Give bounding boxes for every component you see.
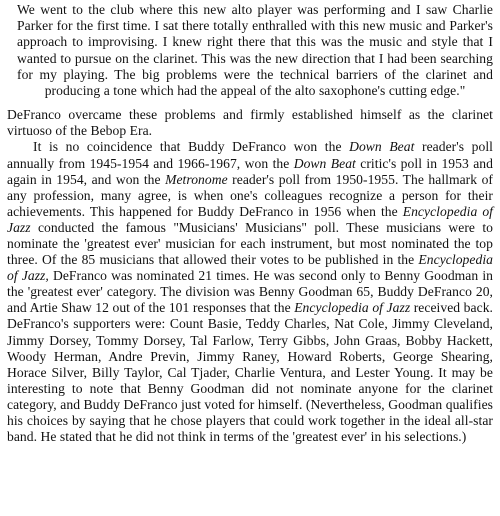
paragraph-overcame: DeFranco overcame these problems and firmly established himself as the clarinet virtuoso of the Bebop Era.	[7, 107, 493, 139]
text-run: DeFranco was nominated 21 times. He was second only to Benny Goodman in the 'greatest ever' category. The division was Benny Goodman 65, Buddy DeFranco 20, and Artie Shaw 12 out of the 101 responses that the	[7, 268, 494, 316]
publication-title: Down Beat	[293, 155, 356, 171]
publication-title: Encyclopedia of Jazz	[7, 203, 493, 235]
publication-title: Encyclopedia of Jazz,	[7, 252, 493, 284]
text-run: critic's poll in 1953 and again in 1954, and won the	[7, 155, 493, 187]
paragraph-polls	[7, 139, 493, 445]
text-run: conducted the famous "Musicians' Musicians" poll. These musicians were to nominate the 'greatest ever' musician for each instrument, but most nominated the top three. Of the 85 musicians that allowed their votes to be published in the	[7, 219, 493, 268]
publication-title: Metronome	[165, 171, 228, 187]
text-run: reader's poll from 1950-1955. The hallmark of any profession, many agree, is when one's colleagues recognize a person for their achievements. This happened for Buddy DeFranco in 1956 when the	[7, 171, 493, 219]
text-run: It is no coincidence that Buddy DeFranco won the	[33, 139, 350, 155]
publication-title: Encyclopedia of Jazz	[294, 300, 411, 316]
text-run: reader's poll annually from 1945-1954 and 1966-1967, won the	[7, 139, 493, 171]
text-run: received back. DeFranco's supporters were: Count Basie, Teddy Charles, Nat Cole, Jimmy Cleveland, Jimmy Dorsey, Tommy Dorsey, Tal Farlow, Terry Gibbs, John Graas, Bobby Hackett, Woody Herman, Andre Previn, Jimmy Raney, Howard Roberts, George Shearing, Horace Silver, Billy Taylor, Cal Tjader, Charlie Ventura, and Lester Young. It may be interesting to note that Benny Goodman did not nominate anyone for the clarinet category, and Buddy DeFranco just voted for himself. (Nevertheless, Goodman qualifies his choices by saying that he chose players that could work together in the ideal all-star band. He stated that he did not think in terms of the 'greatest ever' in his selections.)	[7, 300, 493, 445]
block-quote: We went to the club where this new alto player was performing and I saw Charlie Parker for the first time. I sat there totally enthralled with this new music and Parker's approach to improvising. I knew right there that this was the music and style that I wanted to pursue on the clarinet. This was the new direction that I had been searching for my playing. The big problems were the technical barriers of the clarinet and producing a tone which had the appeal of the alto saxophone's cutting edge."	[17, 2, 493, 99]
publication-title: Down Beat	[349, 139, 415, 155]
